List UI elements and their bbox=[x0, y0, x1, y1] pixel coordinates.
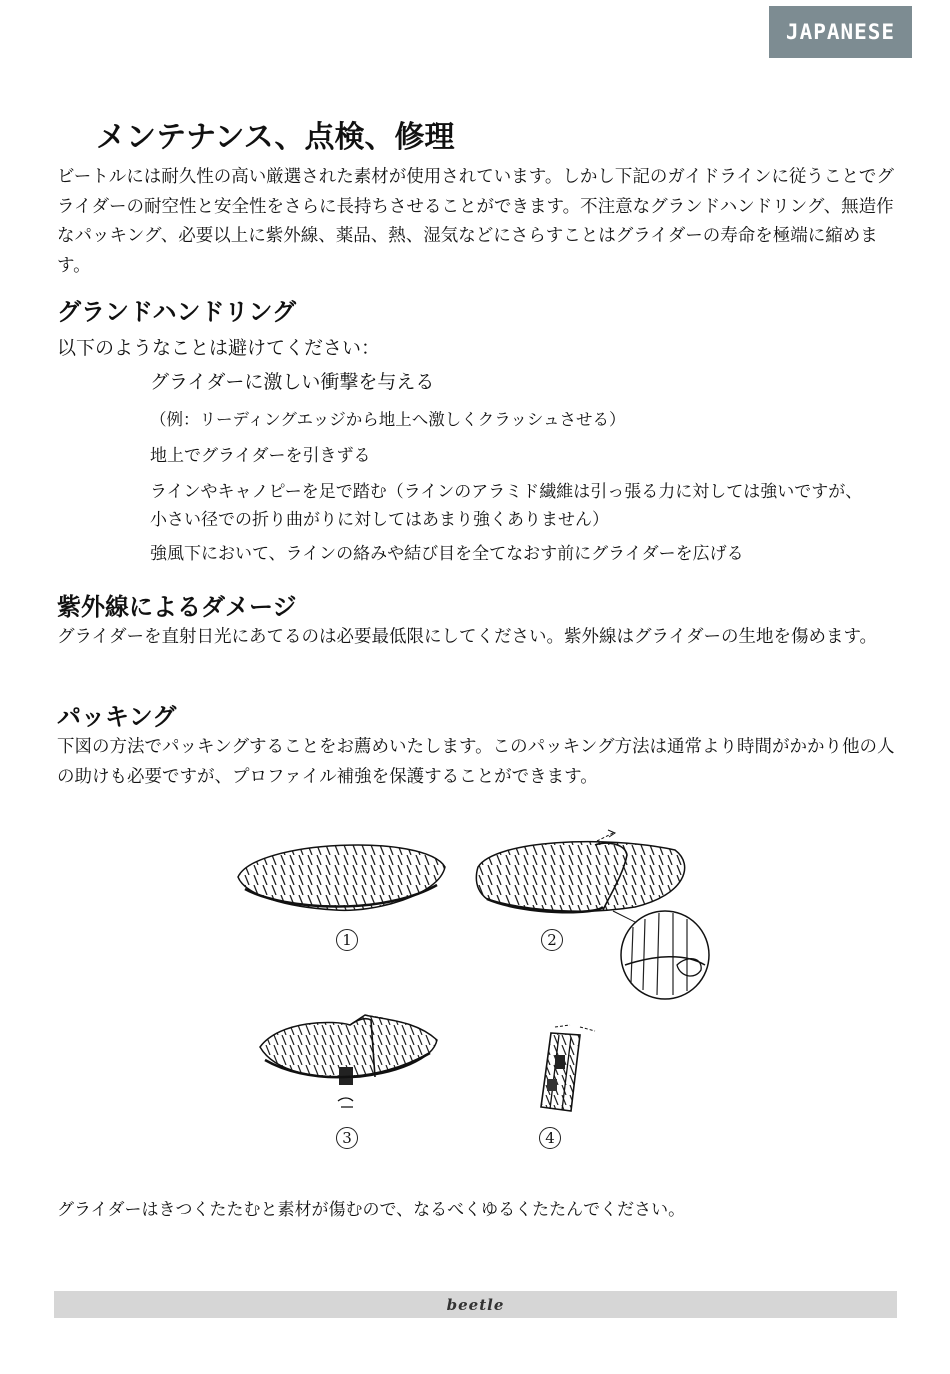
packing-text: 下図の方法でパッキングすることをお薦めいたします。このパッキング方法は通常より時間がかかり他の人の助けも必要ですが、プロファイル補強を保護することができます。 bbox=[57, 737, 895, 787]
step-1-wing bbox=[238, 845, 445, 910]
list-item: 地上でグライダーを引きずる bbox=[150, 446, 371, 466]
list-item: （例：リーディングエッジから地上へ激しくクラッシュさせる） bbox=[150, 410, 626, 429]
step-4-packed-wing bbox=[541, 1025, 595, 1111]
step-3-wing bbox=[260, 1015, 437, 1107]
detail-circle bbox=[621, 911, 709, 999]
list-item: ラインやキャノピーを足で踏む（ラインのアラミド繊維は引っ張る力に対しては強いですが、 bbox=[150, 482, 863, 502]
footer-bar bbox=[54, 1291, 897, 1318]
uv-text: グライダーを直射日光にあてるのは必要最低限にしてください。紫外線はグライダーの生地を傷めます。 bbox=[57, 627, 878, 647]
figure-label-3: 3 bbox=[336, 1127, 358, 1149]
uv-heading: 紫外線によるダメージ bbox=[57, 593, 297, 621]
packing-note: グライダーはきつくたたむと素材が傷むので、なるべくゆるくたたんでください。 bbox=[57, 1200, 686, 1220]
packing-illustration bbox=[225, 815, 725, 1155]
figure-label-2: 2 bbox=[541, 929, 563, 951]
figure-label-1: 1 bbox=[336, 929, 358, 951]
ground-handling-intro: 以下のようなことは避けてください： bbox=[57, 337, 381, 359]
page-title: メンテナンス、点検、修理 bbox=[96, 120, 455, 155]
ground-handling-heading: グランドハンドリング bbox=[57, 298, 297, 326]
list-item: グライダーに激しい衝撃を与える bbox=[150, 371, 435, 393]
intro-paragraph: ビートルには耐久性の高い厳選された素材が使用されています。しかし下記のガイドラインに従うことでグライダーの耐空性と安全性をさらに長持ちさせることができます。不注意なグランドハンドリング、無造作なパッキング、必要以上に紫外線、薬品、熱、湿気などにさらすことはグライダーの寿命を極端に縮めます。 bbox=[57, 167, 894, 276]
language-badge: JAPANESE bbox=[769, 6, 912, 58]
figure-label-4: 4 bbox=[539, 1127, 561, 1149]
list-item: 小さい径での折り曲がりに対してはあまり強くありません） bbox=[150, 510, 609, 530]
brand-logo: beetle bbox=[446, 1295, 505, 1314]
list-item: 強風下において、ラインの絡みや結び目を全てなおす前にグライダーを広げる bbox=[150, 544, 744, 564]
packing-heading: パッキング bbox=[57, 703, 177, 731]
packing-diagram-svg bbox=[225, 815, 725, 1155]
